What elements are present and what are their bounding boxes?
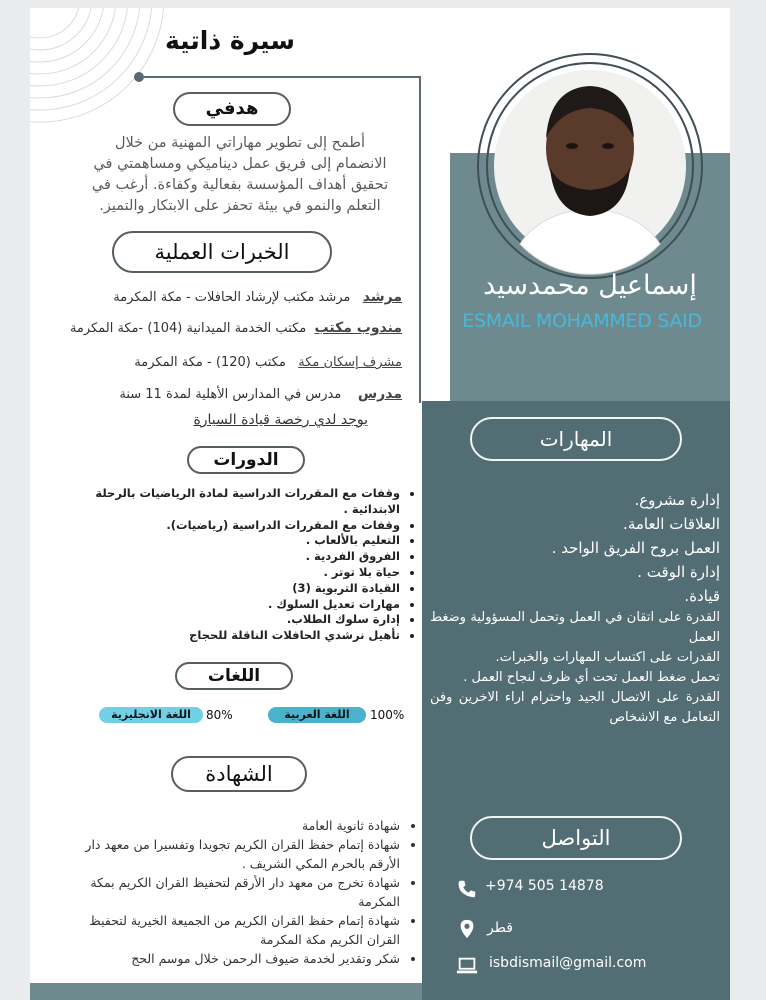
experience-heading: الخبرات العملية [112,231,332,273]
laptop-icon [455,955,479,977]
courses-list [60,486,416,644]
list-item: • القيادة التربوية (3) [60,581,400,597]
list-item: • شهادة إتمام حفظ القران الكريم من الجميعة الخيرية لتحفيظ القران الكريم مكة المكرمة [60,911,400,949]
experience-role: مدرس [357,386,402,402]
experience-role: مندوب مكتب [314,320,402,336]
list-item: • إدارة سلوك الطلاب. [60,612,400,628]
profile-photo-frame [450,48,730,283]
list-item: • قيادة. [430,584,720,608]
contact-email[interactable]: isbdismail@gmail.com [489,955,647,971]
list-item: • إدارة مشروع. [430,488,720,512]
list-item: • العمل بروح الفريق الواحد . [430,536,720,560]
list-item: • وقفات مع المقررات الدراسية لمادة الرياضيات بالرحلة الابتدائية . [60,486,400,518]
language-tag: اللغة العربية [268,707,366,723]
location-pin-icon [455,918,479,940]
languages-heading: اللغات [175,662,293,690]
objective-text: أطمح إلى تطوير مهاراتي المهنية من خلال الانضمام إلى فريق عمل ديناميكي ومساهمتي في تحقيق أهداف المؤسسة بفعالية وكفاءة. أرغب في التعلم والنمو في بيئة تحفز على الابتكار والتميز. [91,135,389,214]
experience-role: مرشد [362,289,402,305]
list-item: • تأهيل نرشدي الحافلات الناقلة للحجاج [60,628,400,644]
list-item: • شهادة إتمام حفظ القران الكريم تجويدا وتفسيرا من معهد دار الأرقم بالحرم المكي الشريف . [60,835,400,873]
experience-detail: مكتب (120) - مكة المكرمة [134,355,286,370]
list-item: • العلاقات العامة. [430,512,720,536]
list-item: • القدرة على اتقان في العمل وتحمل المسؤولية وضغط العمل [430,608,720,648]
language-percent: 100% [370,708,405,722]
footer-bar [30,983,422,1000]
certificates-list [60,816,416,968]
contact-heading: التواصل [470,816,682,860]
contact-location: قطر [487,920,513,936]
experience-item [70,320,402,336]
experience-item [119,386,402,402]
list-item: • وقفات مع المقررات الدراسية (رياضيات). [60,518,400,534]
language-tag: اللغة الانجليزية [99,707,203,723]
contact-phone[interactable]: +974 505 14878 [485,878,604,894]
skills-heading: المهارات [470,417,682,461]
list-item: • القدرات على اكتساب المهارات والخبرات. [430,648,720,668]
experience-detail: مكتب الخدمة الميدانية (104) -مكة المكرمة [69,321,307,336]
list-item: • التعليم بالألعاب . [60,533,400,549]
list-item: • شهادة تخرج من معهد دار الأرقم لتحفيظ القران الكريم بمكة المكرمة [60,873,400,911]
phone-icon [455,878,479,900]
experience-role: مشرف إسكان مكة [298,355,402,370]
experience-detail: مرشد مكتب لإرشاد الحافلات - مكة المكرمة [113,290,351,305]
list-item: • شهادة ثانوية العامة [60,816,400,835]
experience-item [113,289,402,305]
list-item: • الفروق الفردية . [60,549,400,565]
name-english: ESMAIL MOHAMMED SAID [462,310,702,332]
name-arabic: إسماعيل محمدسيد [483,270,697,301]
list-item: • شكر وتقدير لخدمة ضيوف الرحمن خلال موسم الحج [60,949,400,968]
language-percent: 80% [206,708,233,722]
list-item: • تحمل ضغط العمل تحت أي ظرف لنجاح العمل . [430,668,720,688]
list-item: • حياة بلا توتر . [60,565,400,581]
skills-list [430,488,730,728]
list-item: • إدارة الوقت . [430,560,720,584]
courses-heading: الدورات [187,446,305,474]
list-item: • مهارات تعديل السلوك . [60,597,400,613]
experience-item [134,355,402,370]
certificates-heading: الشهادة [171,756,307,792]
driving-license: يوجد لدي رخصة قيادة السيارة [193,412,368,428]
objective-heading: هدفي [173,92,291,126]
resume-page [30,8,730,1000]
experience-detail: مدرس في المدارس الأهلية لمدة 11 سنة [119,387,342,402]
list-item: • القدرة على الاتصال الجيد واحترام اراء الاخرين وفن التعامل مع الاشخاص [430,688,720,728]
page-title: سيرة ذاتية [165,26,295,55]
